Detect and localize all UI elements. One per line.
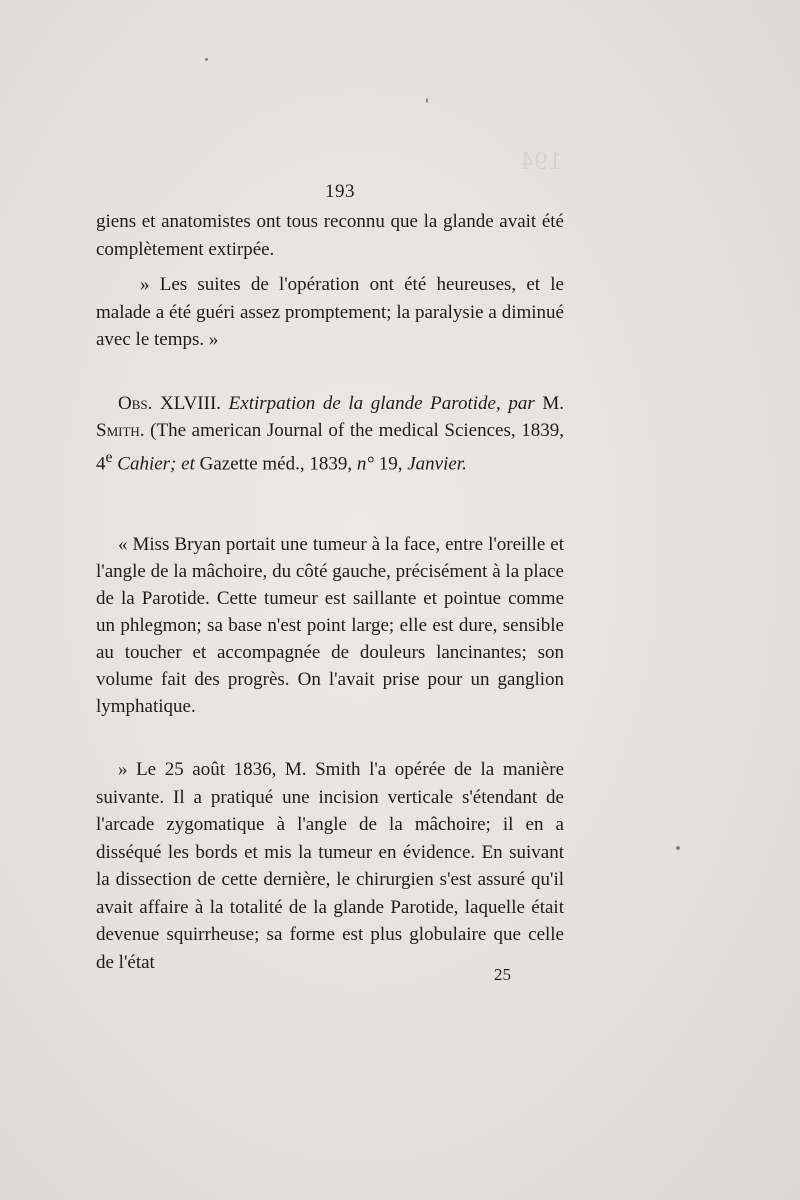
paragraph-4-text: « Miss Bryan portait une tumeur à la face, entre l'oreille et l'angle de la mâchoire, du côté gauche, précisément à la place de la Parotide. Cette tumeur est saillante et pointue comme un phlegmon; sa base n'est point large; elle est dure, sensible au toucher et accompagnée de douleurs lancinantes; son volume fait des progrès. On l'avait prise pour un ganglion lymphatique. bbox=[96, 534, 564, 717]
signature-mark: 25 bbox=[494, 965, 511, 984]
obs-number: XLVIII. bbox=[152, 393, 229, 414]
paragraph-2-text: » Les suites de l'opération ont été heureuses, et le malade a été guéri assez promptement; la paralysie a diminué avec le temps. » bbox=[96, 274, 564, 350]
paragraph-1 bbox=[96, 208, 564, 264]
obs-ref-italic-2: Janvier. bbox=[407, 453, 467, 475]
show-through-page-number: 194 bbox=[520, 150, 562, 175]
obs-label: Obs. bbox=[118, 393, 153, 414]
observation-heading bbox=[96, 390, 564, 477]
obs-ref-no: n° bbox=[356, 453, 374, 475]
paragraph-1-text: giens et anatomistes ont tous reconnu que la glande avait été complètement extirpée. bbox=[96, 211, 564, 260]
obs-title: Extirpation de la glande Parotide bbox=[228, 393, 496, 414]
observation-heading-text bbox=[96, 390, 564, 477]
obs-author: M. Smith bbox=[96, 393, 564, 441]
paragraph-2 bbox=[96, 271, 564, 354]
paper-speck bbox=[676, 846, 680, 850]
obs-ref-italic-1: Cahier; et bbox=[112, 453, 200, 475]
paper-speck bbox=[205, 58, 208, 61]
paragraph-5-text: » Le 25 août 1836, M. Smith l'a opérée de la manière suivante. Il a pratiqué une incision verticale s'étendant de l'arcade zygomatique à l'angle de la mâchoire; il en a disséqué les bords et mis la tumeur en évidence. En suivant la dissection de cette dernière, le chirurgien s'est assuré qu'il avait affaire à la totalité de la glande Parotide, laquelle était devenue squirrheuse; sa forme est plus globulaire que celle de l'état bbox=[96, 759, 564, 973]
obs-par: , par bbox=[495, 393, 535, 414]
paper-speck bbox=[426, 98, 428, 103]
page-number: 193 bbox=[325, 181, 355, 202]
obs-ref-1: . (The american Journal of the medical Sciences, 1839, 4 bbox=[96, 420, 564, 475]
obs-ref-3: 19, bbox=[373, 453, 408, 475]
paragraph-5 bbox=[96, 756, 564, 976]
paragraph-4 bbox=[96, 531, 564, 720]
obs-ref-sup: e bbox=[105, 449, 113, 466]
obs-ref-2: Gazette méd., 1839, bbox=[199, 453, 357, 475]
